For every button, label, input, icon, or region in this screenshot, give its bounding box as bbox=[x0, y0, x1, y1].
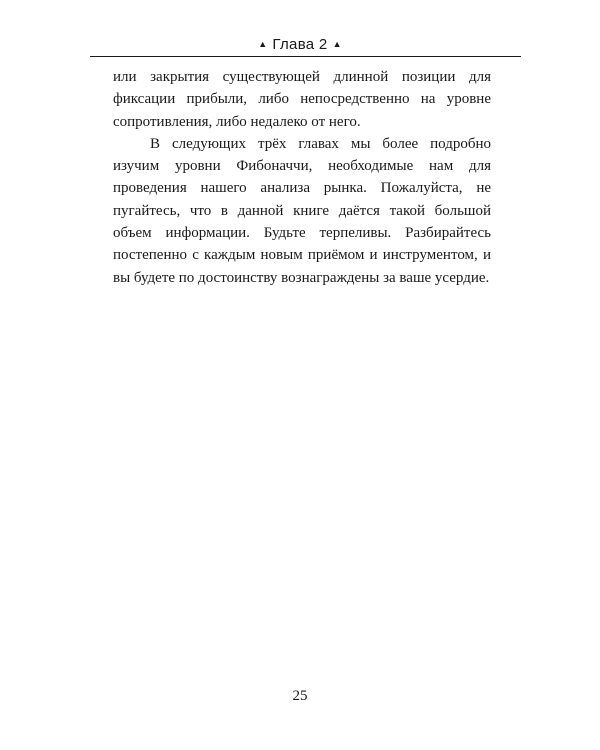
chapter-title: Глава 2 bbox=[272, 36, 328, 53]
triangle-right-icon: ▲ bbox=[332, 39, 342, 49]
running-header bbox=[0, 34, 600, 54]
body-text bbox=[113, 66, 491, 289]
paragraph: В следующих трёх главах мы более подробно изучим уровни Фибоначчи, необходимые нам для проведения нашего анализа рынка. Пожалуйста, не пугайтесь, что в данной книге даётся такой большой объем информации. Будьте терпеливы. Разбирайтесь постепенно с каждым новым приёмом и инструментом, и вы будете по достоинству вознаграждены за ваше усердие. bbox=[113, 135, 491, 286]
paragraph-continued: или закрытия существующей длинной позиции для фиксации прибыли, либо непосредственно на уровне сопротивления, либо недалеко от него. bbox=[113, 69, 491, 130]
triangle-left-icon: ▲ bbox=[258, 39, 268, 49]
header-divider bbox=[90, 56, 521, 57]
page-number: 25 bbox=[292, 688, 308, 704]
